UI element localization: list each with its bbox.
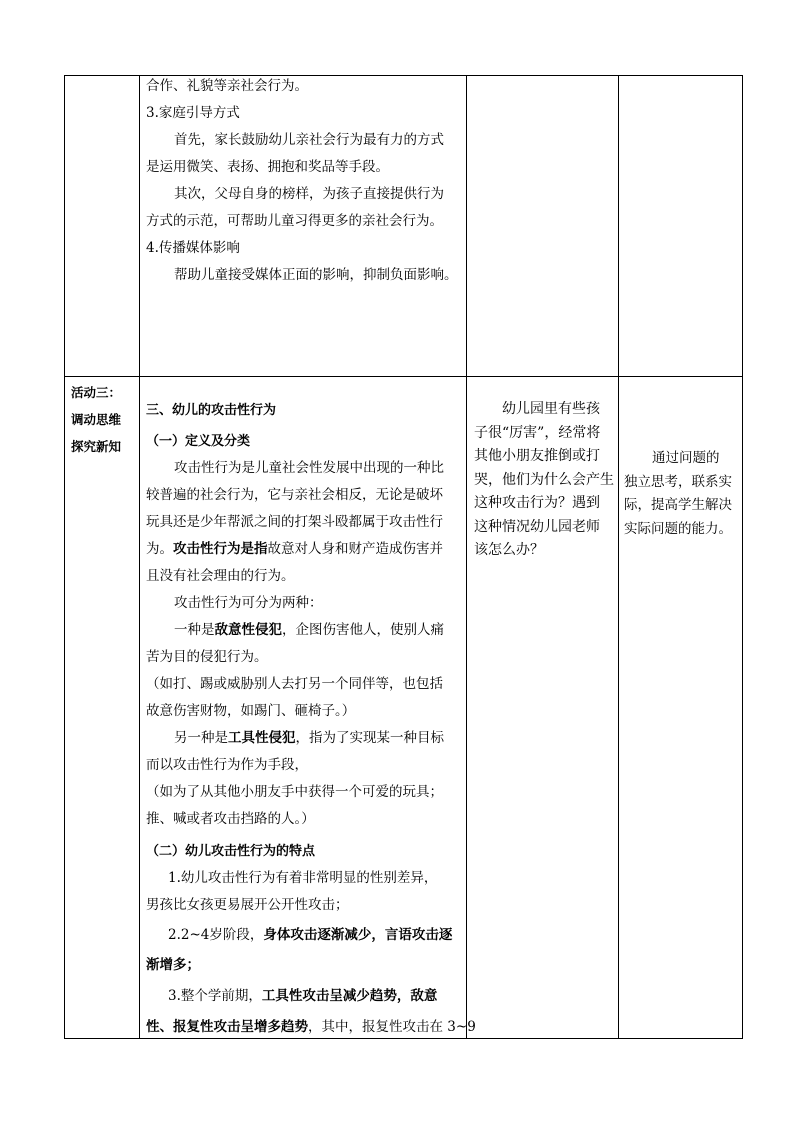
definition-line: 玩具还是少年帮派之间的打架斗殴都属于攻击性行 bbox=[146, 514, 443, 530]
question-line: 这种情况幼儿园老师 bbox=[474, 518, 600, 535]
question-cell bbox=[474, 398, 614, 563]
feature-line bbox=[146, 919, 476, 951]
table-divider-col1 bbox=[139, 75, 140, 1039]
example-line: 故意伤害财物，如踢门、砸椅子。） bbox=[146, 703, 356, 719]
activity-line: 调动思维 bbox=[71, 412, 122, 427]
lesson-plan-table bbox=[64, 75, 743, 1039]
bold-text-run: 敌意性侵犯 bbox=[214, 622, 282, 638]
goal-line: 独立思考，联系实 bbox=[624, 473, 732, 490]
content-line: 首先，家长鼓励幼儿亲社会行为最有力的方式 bbox=[174, 132, 444, 148]
table-divider-col3 bbox=[618, 75, 619, 1039]
text-run: 一种是 bbox=[174, 622, 215, 638]
question-line: 幼儿园里有些孩 bbox=[502, 401, 600, 417]
main-content-cell bbox=[146, 397, 476, 1041]
feature-line: 渐增多； bbox=[146, 957, 200, 973]
bold-text-run: 性、报复性攻击呈增多趋势 bbox=[146, 1019, 308, 1035]
text-run: 为。 bbox=[146, 541, 173, 557]
content-heading: 4.传播媒体影响 bbox=[146, 240, 240, 256]
content-line: 其次，父母自身的榜样，为孩子直接提供行为 bbox=[174, 186, 444, 202]
feature-line bbox=[146, 979, 476, 1013]
activity-label bbox=[71, 379, 121, 460]
goal-cell bbox=[624, 447, 732, 541]
table-border-left bbox=[64, 75, 65, 1039]
text-run: 2.2~4岁阶段， bbox=[168, 927, 264, 943]
goal-line: 际，提高学生解决 bbox=[624, 497, 732, 513]
instrumental-aggression-line: 而以攻击性行为作为手段， bbox=[146, 757, 308, 773]
definition-line bbox=[146, 536, 476, 563]
content-line: 合作、礼貌等亲社会行为。 bbox=[146, 78, 308, 94]
text-run: ，其中，报复性攻击在 3~9 bbox=[308, 1019, 476, 1035]
definition-line: 且没有社会理由的行为。 bbox=[146, 568, 295, 584]
subsection-title: （二）幼儿攻击性行为的特点 bbox=[146, 844, 316, 859]
text-run: ，指为了实现某一种目标 bbox=[295, 730, 444, 746]
section-title: 三、幼儿的攻击性行为 bbox=[146, 403, 277, 418]
text-run: 故意对人身和财产造成伤害并 bbox=[267, 541, 443, 557]
text-run: 另一种是 bbox=[174, 730, 228, 746]
example-line: 推、喊或者攻击挡路的人。） bbox=[146, 811, 315, 827]
types-intro: 攻击性行为可分为两种： bbox=[174, 595, 323, 611]
activity-line: 探究新知 bbox=[71, 439, 122, 454]
goal-line: 通过问题的 bbox=[652, 450, 720, 466]
question-line: 该怎么办？ bbox=[474, 542, 544, 558]
definition-line: 攻击性行为是儿童社会性发展中出现的一种比 bbox=[174, 460, 444, 476]
question-line: 子很“厉害”，经常将 bbox=[474, 424, 601, 441]
feature-line bbox=[146, 1013, 476, 1041]
definition-line: 较普遍的社会行为，它与亲社会相反，无论是破坏 bbox=[146, 487, 443, 503]
question-line: 这种攻击行为？遇到 bbox=[474, 495, 600, 511]
instrumental-aggression-line bbox=[146, 725, 476, 752]
feature-line: 1.幼儿攻击性行为有着非常明显的性别差异， bbox=[168, 870, 438, 886]
content-heading: 3.家庭引导方式 bbox=[146, 105, 240, 121]
example-line: （如为了从其他小朋友手中获得一个可爱的玩具； bbox=[146, 784, 443, 800]
table-border-right bbox=[742, 75, 743, 1039]
example-line: （如打、踢或威胁别人去打另一个同伴等，也包括 bbox=[146, 676, 443, 692]
content-line: 是运用微笑、表扬、拥抱和奖品等手段。 bbox=[146, 159, 389, 175]
subsection-title: （一）定义及分类 bbox=[146, 434, 251, 449]
bold-text-run: 工具性侵犯 bbox=[228, 730, 296, 746]
top-content-cell bbox=[146, 73, 458, 289]
question-line: 哭，他们为什么会产生 bbox=[474, 471, 614, 488]
question-line: 其他小朋友推倒或打 bbox=[474, 448, 600, 464]
text-run: ，企图伤害他人，使别人痛 bbox=[282, 622, 444, 638]
activity-line: 活动三： bbox=[71, 385, 122, 400]
hostile-aggression-line: 苦为目的侵犯行为。 bbox=[146, 649, 268, 665]
bold-text-run: 身体攻击逐渐减少，言语攻击逐 bbox=[263, 927, 453, 943]
text-run: 3.整个学前期， bbox=[168, 988, 262, 1004]
table-row-divider bbox=[64, 376, 743, 377]
content-line: 帮助儿童接受媒体正面的影响，抑制负面影响。 bbox=[174, 267, 458, 283]
bold-text-run: 攻击性行为是指 bbox=[173, 541, 268, 557]
goal-line: 实际问题的能力。 bbox=[624, 520, 732, 537]
content-line: 方式的示范，可帮助儿童习得更多的亲社会行为。 bbox=[146, 213, 443, 229]
hostile-aggression-line bbox=[146, 617, 476, 644]
bold-text-run: 工具性攻击呈减少趋势，敌意 bbox=[261, 988, 438, 1004]
feature-line: 男孩比女孩更易展开公开性攻击； bbox=[146, 897, 349, 913]
